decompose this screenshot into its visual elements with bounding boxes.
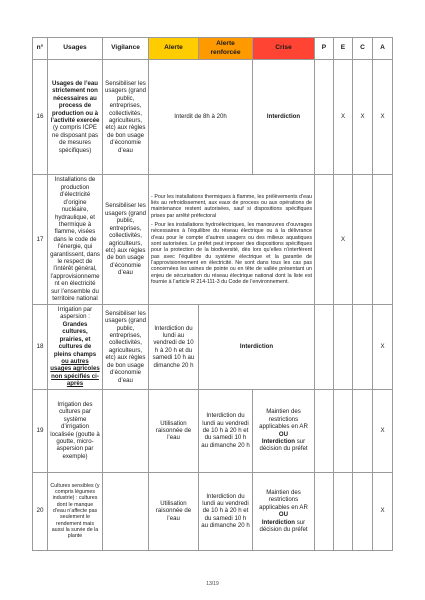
crise-cell: Interdiction bbox=[253, 60, 315, 175]
header-row bbox=[33, 38, 393, 60]
vigilance-cell bbox=[103, 472, 149, 550]
header-vigilance: Vigilance bbox=[103, 38, 149, 60]
energy-measures-cell bbox=[149, 175, 315, 305]
usage-bold-text: Usages de l’eau strictement non nécessaires au process de production ou à l’activité exercée bbox=[50, 79, 100, 124]
usage-cell: Irrigation des cultures par système d’irrigation localisée (goutte à goutte, micro-aspersion par exemple) bbox=[48, 389, 103, 472]
alerte-renforcee-cell: Interdiction du lundi au vendredi de 10 h à 20 h et du samedi 10 h au dimanche 20 h bbox=[199, 389, 253, 472]
crise-decision-text: sur décision du préfet bbox=[259, 438, 308, 453]
crise-decision-text: sur décision du préfet bbox=[259, 518, 308, 533]
header-num: n° bbox=[33, 38, 48, 60]
renf-crise-cell: Interdiction bbox=[199, 305, 315, 390]
header-usages: Usages bbox=[48, 38, 103, 60]
mark-e bbox=[334, 389, 353, 472]
header-e: E bbox=[334, 38, 353, 60]
row-number: 16 bbox=[33, 60, 48, 175]
mark-a: X bbox=[373, 472, 393, 550]
mark-c bbox=[353, 472, 373, 550]
row-number: 19 bbox=[33, 389, 48, 472]
usage-cell bbox=[48, 305, 103, 390]
crise-ou-text: OU bbox=[278, 430, 289, 438]
restrictions-table bbox=[32, 37, 393, 551]
row-number: 20 bbox=[33, 472, 48, 550]
crise-cell bbox=[253, 389, 315, 472]
mark-p bbox=[315, 305, 334, 390]
alerte-cell: Interdiction du lundi au vendredi de 10 h à 20 h et du samedi 10 h au dimanche 20 h bbox=[149, 305, 199, 390]
hydro-paragraph: - Pour les installations hydroélectriques, les manœuvres d’ouvrages nécessaires à l’équilibre du réseau électrique ou à la délivrance d’eau pour le compte d’autres usagers ou des milieux aquatiques sont autorisées. Le préfet peut imposer des dispositions spécifiques pour la protection de la biodiversité, dès lors qu’elles n’interfèrent pas avec l’équilibre du système électrique et la garantie de l’approvisionnement en électricité. Ne sont dans tous les cas pas concernées les usines de pointe ou en tête de vallée présentant un enjeu de sécurisation du réseau électrique national dont la liste est fournie à l’article R 214-111-3 du Code de l’environnement. bbox=[151, 221, 312, 286]
table-row bbox=[33, 472, 393, 550]
header-c: C bbox=[353, 38, 373, 60]
usage-text: (y compris ICPE ne disposant pas de mesures spécifiques) bbox=[51, 124, 99, 154]
mark-c bbox=[353, 389, 373, 472]
alerte-cell: Utilisation raisonnée de l’eau bbox=[149, 389, 199, 472]
mark-c: X bbox=[353, 60, 373, 175]
table-row bbox=[33, 60, 393, 175]
row-number: 18 bbox=[33, 305, 48, 390]
table-row bbox=[33, 305, 393, 390]
mark-a: X bbox=[373, 60, 393, 175]
mark-a: X bbox=[373, 305, 393, 390]
mark-e bbox=[334, 305, 353, 390]
usage-bold-text: Grandes cultures, prairies, et cultures de pleins champs bbox=[53, 320, 97, 358]
crise-interdiction-line bbox=[255, 438, 312, 453]
header-p: P bbox=[315, 38, 334, 60]
crise-maintien-text: Maintien des restrictions applicables en AR bbox=[259, 408, 308, 431]
mark-a: X bbox=[373, 389, 393, 472]
usage-cell: Installations de production d’électricité d’origine nucléaire, hydraulique, et thermique à flamme, visées dans le code de l’énergie, qui garantissent, dans le respect de l’intérêt général, l’approvisionneme nt en électricité sur l’ensemble du territoire national bbox=[48, 175, 103, 305]
mark-c bbox=[353, 305, 373, 390]
row-number: 17 bbox=[33, 175, 48, 305]
alerte-renforcee-cell: Interdiction du lundi au vendredi de 10 h à 20 h et du samedi 10 h au dimanche 20 h bbox=[199, 472, 253, 550]
usage-cell: Cultures sensibles (y compris légumes industrie) : cultures dont le manque d’eau n’affecte pas seulement le rendement mais aussi la survie de la plante bbox=[48, 472, 103, 550]
mark-p bbox=[315, 472, 334, 550]
header-alerte: Alerte bbox=[149, 38, 199, 60]
header-alerte-renforcee: Alerte renforcée bbox=[199, 38, 253, 60]
mark-p bbox=[315, 175, 334, 305]
crise-interdiction-text: Interdiction bbox=[261, 518, 295, 526]
mark-p bbox=[315, 389, 334, 472]
header-a: A bbox=[373, 38, 393, 60]
mark-c bbox=[353, 175, 373, 305]
crise-ou-text: OU bbox=[278, 511, 289, 519]
alerte-merged-cell: Interdit de 8h à 20h bbox=[149, 60, 253, 175]
alerte-cell: Utilisation raisonnée de l’eau bbox=[149, 472, 199, 550]
mark-a bbox=[373, 175, 393, 305]
crise-cell bbox=[253, 472, 315, 550]
mark-e: X bbox=[334, 60, 353, 175]
crise-interdiction-line bbox=[255, 519, 312, 534]
usage-lead-text: Irrigation par aspersion : bbox=[57, 306, 93, 321]
vigilance-cell: Sensibiliser les usagers (grand public, entreprises, collectivités, agriculteurs, etc) aux règles de bon usage d’économie d’eau bbox=[103, 175, 149, 305]
mark-p bbox=[315, 60, 334, 175]
mark-e bbox=[334, 472, 353, 550]
page-number: 13/19 bbox=[206, 581, 219, 587]
table-row bbox=[33, 389, 393, 472]
usage-cell bbox=[48, 60, 103, 175]
vigilance-cell: Sensibiliser les usagers (grand public, entreprises, collectivités, agriculteurs, etc) aux règles de bon usage d’économie d’eau bbox=[103, 305, 149, 390]
vigilance-cell: Sensibiliser les usagers (grand public, entreprises, collectivités, agriculteurs, etc) aux règles de bon usage d’économie d’eau bbox=[103, 60, 149, 175]
crise-interdiction-text: Interdiction bbox=[261, 438, 295, 446]
usage-underlined-text: ou autres usages agricoles non spécifiés ci-après bbox=[50, 357, 100, 388]
mark-e: X bbox=[334, 175, 353, 305]
header-crise: Crise bbox=[253, 38, 315, 60]
thermal-paragraph: - Pour les installations thermiques à flamme, les prélèvements d’eau liés au refroidissement, aux eaux de process ou aux opérations de maintenance restent autorisées, sauf si dispositions spécifiques prises par arrêté préfectoral bbox=[151, 193, 312, 219]
table-row bbox=[33, 175, 393, 305]
vigilance-cell bbox=[103, 389, 149, 472]
crise-maintien-text: Maintien des restrictions applicables en AR bbox=[259, 488, 308, 511]
